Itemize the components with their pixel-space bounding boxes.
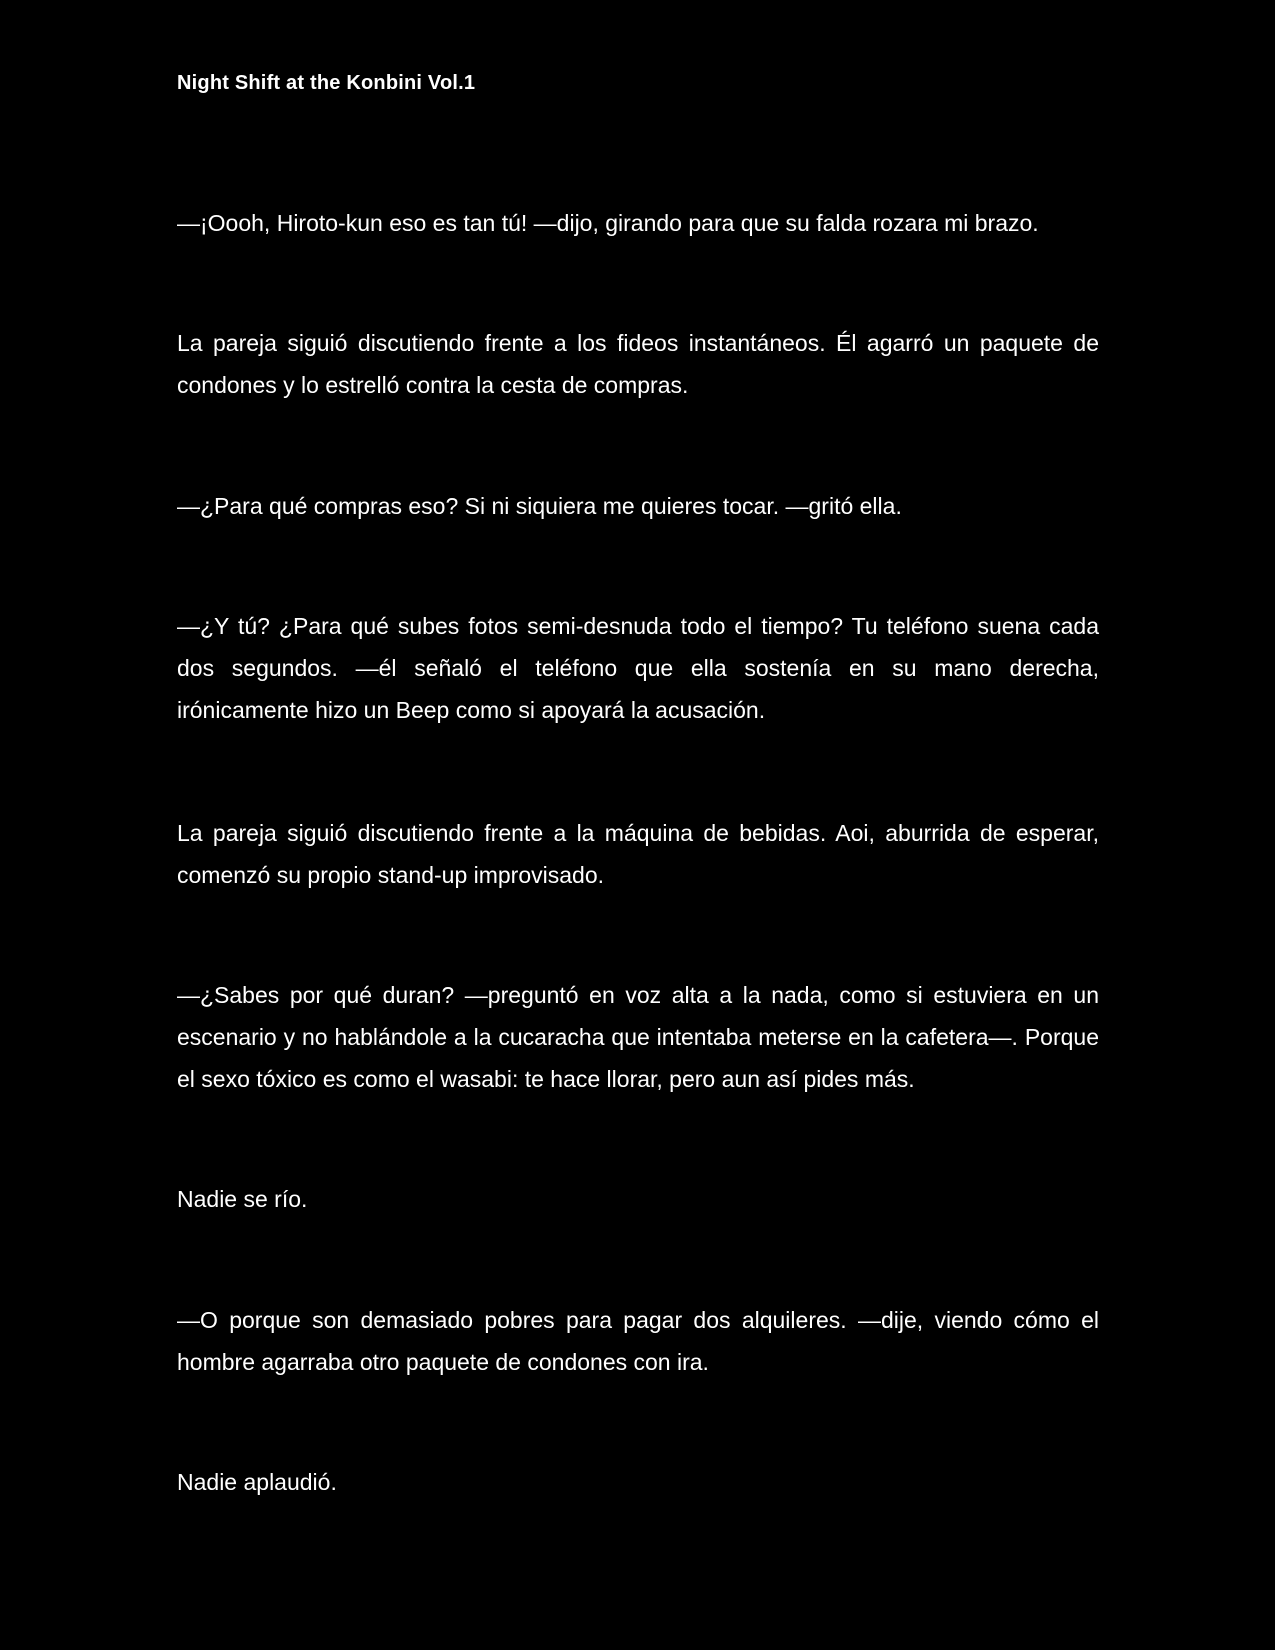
page-title: Night Shift at the Konbini Vol.1	[177, 72, 476, 94]
paragraph: —O porque son demasiado pobres para pagar dos alquileres. —dije, viendo cómo el hombre agarraba otro paquete de condones con ira.	[177, 1307, 1099, 1375]
paragraph: La pareja siguió discutiendo frente a la máquina de bebidas. Aoi, aburrida de esperar, comenzó su propio stand-up improvisado.	[177, 820, 1099, 888]
paragraph: —¡Oooh, Hiroto-kun eso es tan tú! —dijo, girando para que su falda rozara mi brazo.	[177, 210, 1039, 236]
paragraph: Nadie aplaudió.	[177, 1469, 337, 1495]
paragraph: Nadie se río.	[177, 1186, 308, 1212]
paragraph: —¿Y tú? ¿Para qué subes fotos semi-desnuda todo el tiempo? Tu teléfono suena cada dos segundos. —él señaló el teléfono que ella sostenía en su mano derecha, irónicamente hizo un Beep como si apoyará la acusación.	[177, 613, 1099, 723]
paragraph: —¿Para qué compras eso? Si ni siquiera me quieres tocar. —gritó ella.	[177, 493, 902, 519]
paragraph: La pareja siguió discutiendo frente a los fideos instantáneos. Él agarró un paquete de condones y lo estrelló contra la cesta de compras.	[177, 330, 1099, 398]
paragraph: —¿Sabes por qué duran? —preguntó en voz alta a la nada, como si estuviera en un escenario y no hablándole a la cucaracha que intentaba meterse en la cafetera—. Porque el sexo tóxico es como el wasabi: te hace llorar, pero aun así pides más.	[177, 982, 1099, 1092]
